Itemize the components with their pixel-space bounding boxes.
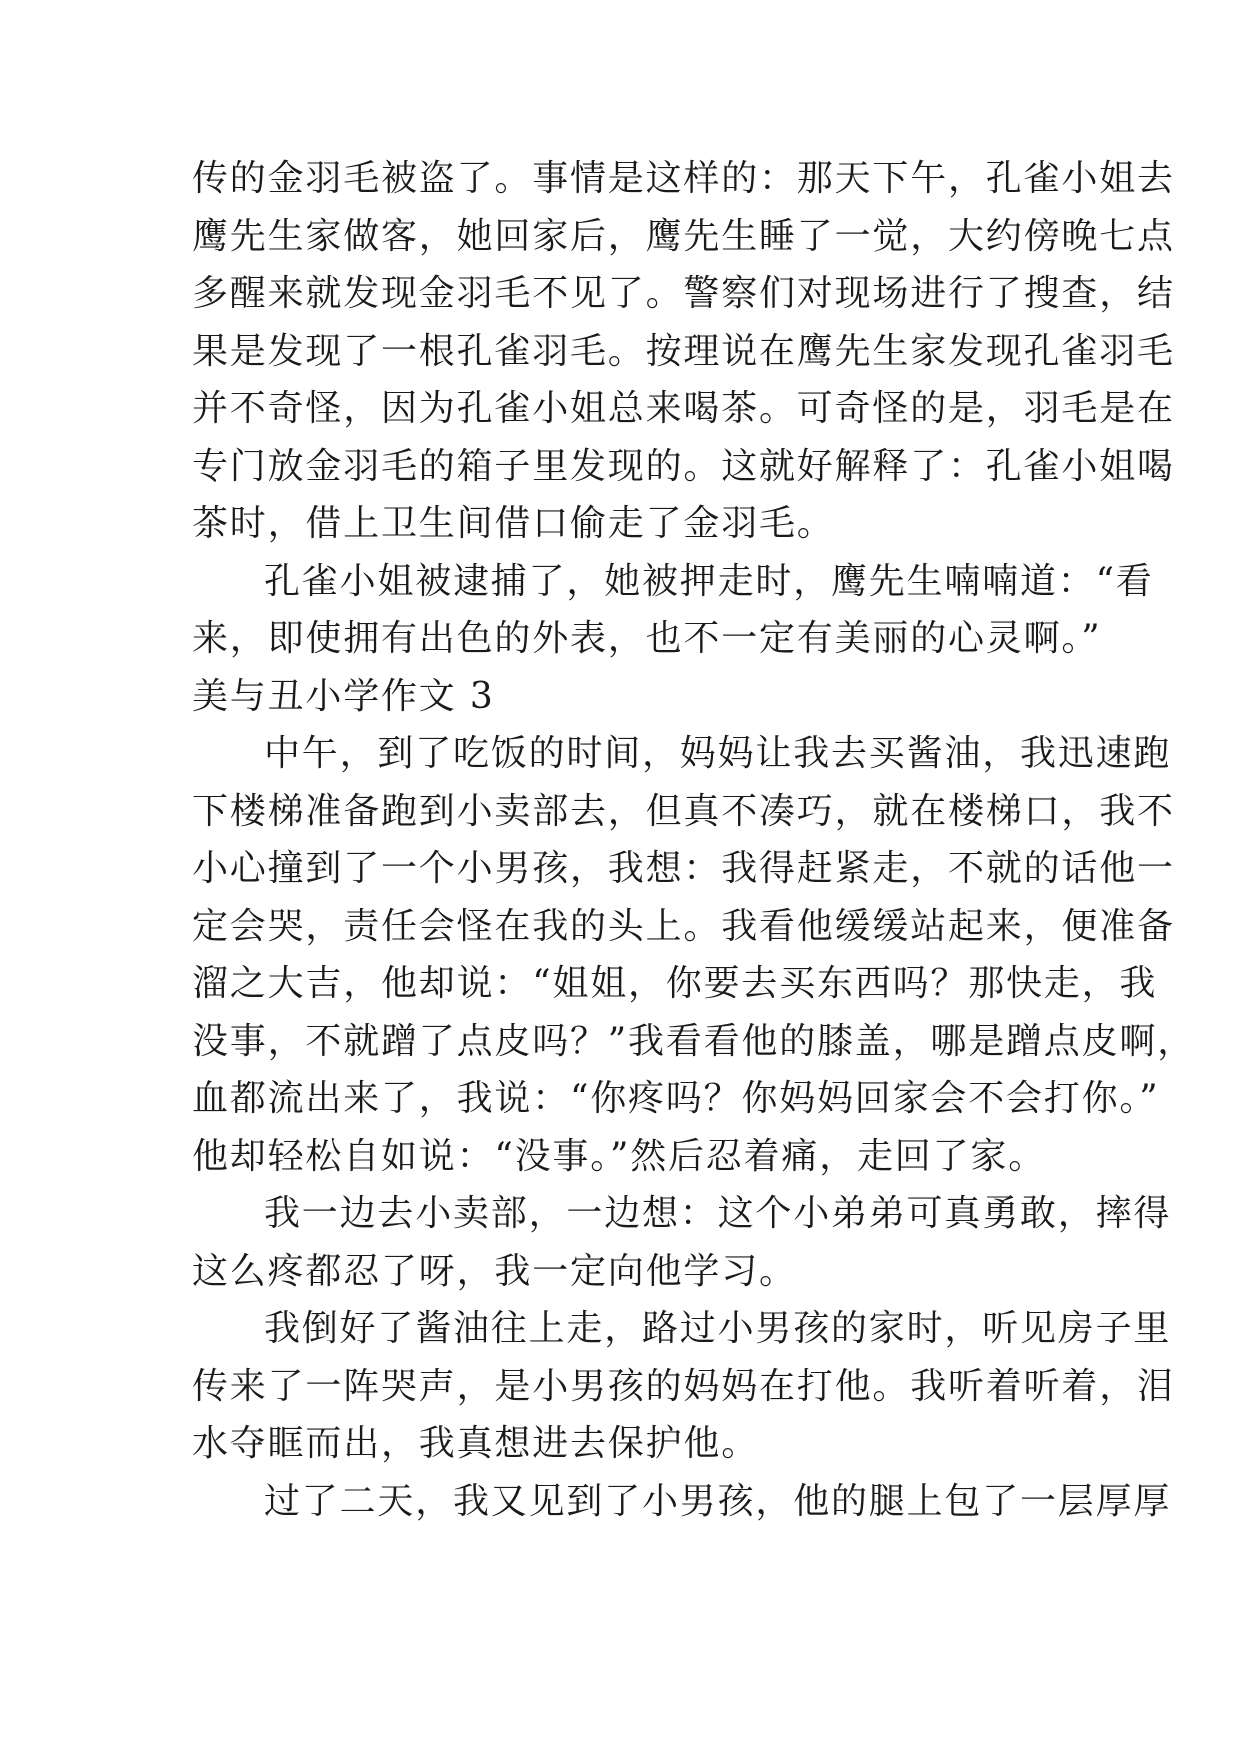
text-line: 他却轻松自如说：“没事。”然后忍着痛，走回了家。 <box>192 1135 1047 1177</box>
paragraph-start-line: 过了二天，我又见到了小男孩，他的腿上包了一层厚厚 <box>264 1480 1172 1522</box>
paragraph-start-line: 孔雀小姐被逮捕了，她被押走时，鹰先生喃喃道：“看 <box>264 560 1154 602</box>
paragraph-start-line: 中午，到了吃饭的时间，妈妈让我去买酱油，我迅速跑 <box>264 733 1172 774</box>
paragraph-start-line: 我一边去小卖部，一边想：这个小弟弟可真勇敢，摔得 <box>264 1193 1172 1234</box>
text-line: 没事，不就蹭了点皮吗？”我看看他的膝盖，哪是蹭点皮啊， <box>192 1020 1196 1062</box>
text-line: 果是发现了一根孔雀羽毛。按理说在鹰先生家发现孔雀羽毛 <box>192 330 1175 372</box>
text-line: 来，即使拥有出色的外表，也不一定有美丽的心灵啊。” <box>192 618 1102 659</box>
text-line: 鹰先生家做客，她回家后，鹰先生睡了一觉，大约傍晚七点 <box>192 215 1175 257</box>
text-line: 定会哭，责任会怪在我的头上。我看他缓缓站起来，便准备 <box>192 905 1175 947</box>
paragraph-start-line: 我倒好了酱油往上走，路过小男孩的家时，听见房子里 <box>264 1308 1172 1349</box>
text-line: 血都流出来了，我说：“你疼吗？你妈妈回家会不会打你。” <box>192 1078 1160 1119</box>
document-body <box>192 150 1196 1530</box>
text-line: 下楼梯准备跑到小卖部去，但真不凑巧，就在楼梯口，我不 <box>192 790 1175 832</box>
section-heading: 美与丑小学作文 3 <box>192 675 495 717</box>
text-line: 传来了一阵哭声，是小男孩的妈妈在打他。我听着听着，泪 <box>192 1365 1175 1407</box>
text-line: 溜之大吉，他却说：“姐姐，你要去买东西吗？那快走，我 <box>192 963 1158 1004</box>
text-line: 多醒来就发现金羽毛不见了。警察们对现场进行了搜查，结 <box>192 273 1175 314</box>
text-line: 茶时，借上卫生间借口偷走了金羽毛。 <box>192 503 835 544</box>
text-line: 小心撞到了一个小男孩，我想：我得赶紧走，不就的话他一 <box>192 848 1175 889</box>
text-line: 并不奇怪，因为孔雀小姐总来喝茶。可奇怪的是，羽毛是在 <box>192 388 1175 429</box>
text-line: 水夺眶而出，我真想进去保护他。 <box>192 1423 760 1464</box>
text-line: 传的金羽毛被盗了。事情是这样的：那天下午，孔雀小姐去 <box>192 158 1175 199</box>
text-line: 专门放金羽毛的箱子里发现的。这就好解释了：孔雀小姐喝 <box>192 445 1175 487</box>
text-line: 这么疼都忍了呀，我一定向他学习。 <box>192 1250 797 1292</box>
